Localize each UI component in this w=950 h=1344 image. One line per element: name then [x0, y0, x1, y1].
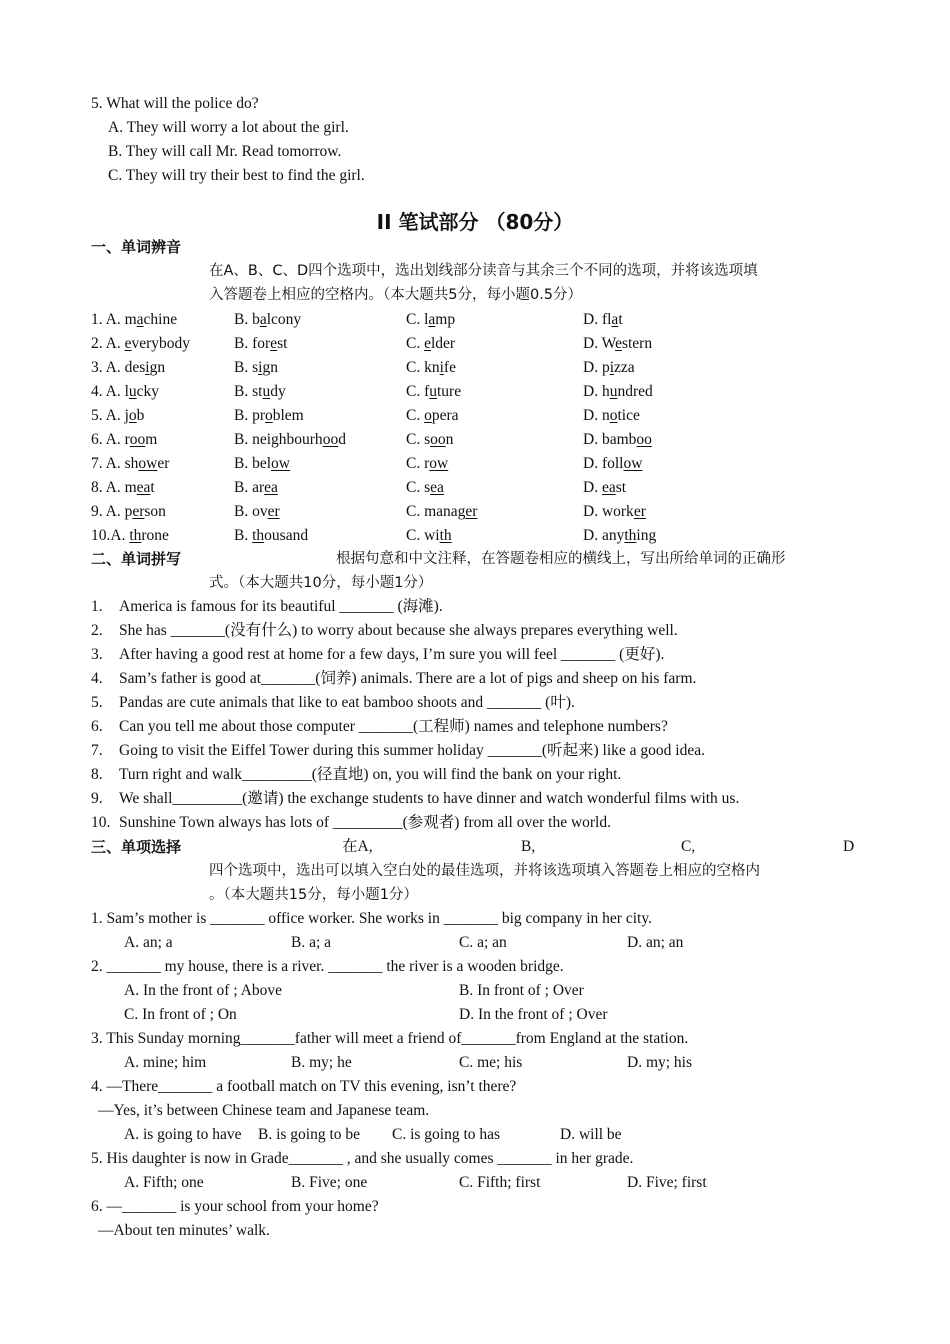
option-c: C. row	[406, 455, 449, 472]
option-c: C. elder	[406, 335, 456, 352]
item-text: Going to visit the Eiffel Tower during this summer holiday _______(听起来) like a good idea.	[119, 742, 705, 759]
underlined-letters: th	[129, 527, 142, 544]
option-d: D. Five; first	[627, 1174, 707, 1191]
option-a: 1. A. machine	[91, 311, 178, 328]
option-d: D. bamboo	[583, 431, 652, 448]
section-heading: 三、单项选择	[91, 838, 182, 856]
option-a: A. They will worry a lot about the girl.	[108, 119, 349, 136]
item-number: 8.	[91, 766, 103, 783]
underlined-letters: th	[439, 527, 452, 544]
underlined-letters: o	[128, 407, 137, 424]
underlined-letters: u	[262, 383, 271, 400]
option-b: B. They will call Mr. Read tomorrow.	[108, 143, 342, 160]
section-instructions: 在A、B、C、D四个选项中，选出划线部分读音与其余三个不同的选项，并将该选项填	[209, 263, 758, 279]
option-c: C. is going to has	[392, 1126, 501, 1143]
option-c: C. In front of ; On	[124, 1006, 237, 1023]
option-c: C. They will try their best to find the girl.	[108, 167, 365, 184]
part-title: II 笔试部分 （80分）	[376, 210, 574, 234]
underlined-letters: i	[258, 359, 263, 376]
option-b: B. neighbourhood	[234, 431, 346, 448]
question-text-cont: —Yes, it’s between Chinese team and Japanese team.	[98, 1102, 430, 1119]
underlined-letters: a	[136, 311, 144, 328]
item-number: 7.	[91, 742, 103, 759]
item-number: 2.	[91, 622, 103, 639]
option-b: B. over	[234, 503, 280, 520]
option-d: D. pizza	[583, 359, 635, 376]
option-b: B. balcony	[234, 311, 302, 328]
section-instructions-cont: 。（本大题共15分，每小题1分）	[209, 887, 418, 903]
underlined-letters: ea	[430, 479, 444, 496]
underlined-letters: e	[615, 335, 622, 352]
option-a: 6. A. room	[91, 431, 158, 448]
option-a: A. is going to have	[124, 1126, 242, 1143]
item-text: We shall_________(邀请) the exchange students to have dinner and watch wonderful films with us.	[119, 790, 740, 807]
question-text: 3. This Sunday morning_______father will meet a friend of_______from England at the station.	[91, 1030, 689, 1047]
option-a: 5. A. job	[91, 407, 145, 424]
option-d: D. will be	[560, 1126, 622, 1143]
section-instructions: 四个选项中，选出可以填入空白处的最佳选项，并将该选项填入答题卷上相应的空格内	[209, 863, 760, 879]
option-a: 4. A. lucky	[91, 383, 160, 400]
option-d: D. worker	[583, 503, 646, 520]
item-number: 5.	[91, 694, 103, 711]
option-b: B. study	[234, 383, 286, 400]
instruction-option-a: 在A,	[342, 838, 373, 855]
underlined-letters: oo	[129, 431, 146, 448]
item-text: Turn right and walk_________(径直地) on, you will find the bank on your right.	[119, 766, 622, 783]
option-d: D. anything	[583, 527, 657, 544]
underlined-letters: ow	[623, 455, 643, 472]
underlined-letters: th	[252, 527, 265, 544]
underlined-letters: th	[624, 527, 637, 544]
question-text: 2. _______ my house, there is a river. _______ the river is a wooden bridge.	[91, 958, 564, 975]
question-text: 4. —There_______ a football match on TV this evening, isn’t there?	[91, 1078, 517, 1095]
option-c: C. sea	[406, 479, 444, 496]
option-a: A. an; a	[124, 934, 173, 951]
option-d: D. hundred	[583, 383, 653, 400]
option-c: C. soon	[406, 431, 454, 448]
item-number: 4.	[91, 670, 103, 687]
option-a: 3. A. design	[91, 359, 166, 376]
item-text: After having a good rest at home for a few days, I’m sure you will feel _______ (更好).	[119, 646, 665, 663]
option-b: B. sign	[234, 359, 278, 376]
item-text: She has _______(没有什么) to worry about because she always prepares everything well.	[119, 622, 678, 639]
question-text-cont: —About ten minutes’ walk.	[98, 1222, 270, 1239]
underlined-letters: er	[633, 503, 646, 520]
underlined-letters: ea	[601, 479, 616, 496]
option-a: 2. A. everybody	[91, 335, 191, 352]
underlined-letters: o	[609, 407, 618, 424]
item-text: Pandas are cute animals that like to eat bamboo shoots and _______ (叶).	[119, 694, 575, 711]
item-number: 3.	[91, 646, 103, 663]
question-text: 5. What will the police do?	[91, 95, 259, 112]
option-c: C. with	[406, 527, 452, 544]
option-a: 7. A. shower	[91, 455, 170, 472]
instruction-option-b: B,	[521, 838, 536, 855]
section-instructions: 根据句意和中文注释，在答题卷相应的横线上，写出所给单词的正确形	[336, 551, 786, 567]
option-a: 10.A. throne	[91, 527, 169, 544]
item-text: Sam’s father is good at_______(饲养) animals. There are a lot of pigs and sheep on his farm.	[119, 670, 697, 687]
option-a: A. Fifth; one	[124, 1174, 204, 1191]
option-b: B. below	[234, 455, 290, 472]
option-a: A. mine; him	[124, 1054, 207, 1071]
item-text: Can you tell me about those computer _______(工程师) names and telephone numbers?	[119, 718, 668, 735]
underlined-letters: oo	[430, 431, 446, 448]
underlined-letters: oo	[636, 431, 652, 448]
underlined-letters: a	[611, 311, 619, 328]
underlined-letters: ea	[136, 479, 151, 496]
question-text: 6. —_______ is your school from your home?	[91, 1198, 379, 1215]
option-d: D. east	[583, 479, 627, 496]
option-d: D. flat	[583, 311, 623, 328]
section-heading: 二、单词拼写	[91, 550, 182, 568]
item-number: 6.	[91, 718, 103, 735]
option-c: C. a; an	[459, 934, 507, 951]
option-d: D. my; his	[627, 1054, 693, 1071]
option-c: C. manager	[406, 503, 478, 520]
option-c: C. future	[406, 383, 462, 400]
option-b: B. forest	[234, 335, 288, 352]
option-d: D. Western	[583, 335, 653, 352]
underlined-letters: ow	[429, 455, 449, 472]
item-number: 10.	[91, 814, 111, 831]
underlined-letters: er	[132, 503, 145, 520]
underlined-letters: er	[267, 503, 280, 520]
underlined-letters: e	[424, 335, 431, 352]
option-c: C. knife	[406, 359, 456, 376]
option-a: A. In the front of ; Above	[124, 982, 282, 999]
instruction-option-c: C,	[681, 838, 696, 855]
underlined-letters: e	[124, 335, 132, 352]
item-number: 1.	[91, 598, 103, 615]
option-d: D. follow	[583, 455, 643, 472]
section-instructions-cont: 式。（本大题共10分，每小题1分）	[209, 575, 433, 591]
underlined-letters: ow	[138, 455, 158, 472]
section-heading: 一、单词辨音	[91, 238, 182, 256]
underlined-letters: ow	[271, 455, 290, 472]
item-number: 9.	[91, 790, 103, 807]
instruction-option-d: D	[843, 838, 855, 855]
option-b: B. area	[234, 479, 278, 496]
option-c: C. me; his	[459, 1054, 523, 1071]
underlined-letters: oo	[322, 431, 339, 448]
option-d: D. notice	[583, 407, 640, 424]
question-text: 1. Sam’s mother is _______ office worker. She works in _______ big company in her city.	[91, 910, 652, 927]
item-text: Sunshine Town always has lots of _________(参观者) from all over the world.	[119, 814, 611, 831]
option-b: B. problem	[234, 407, 304, 424]
option-c: C. Fifth; first	[459, 1174, 541, 1191]
option-b: B. thousand	[234, 527, 309, 544]
option-c: C. opera	[406, 407, 459, 424]
underlined-letters: a	[259, 311, 267, 328]
option-b: B. my; he	[291, 1054, 352, 1071]
underlined-letters: u	[128, 383, 137, 400]
underlined-letters: er	[465, 503, 478, 520]
underlined-letters: i	[609, 359, 615, 376]
item-text: America is famous for its beautiful _______ (海滩).	[119, 598, 443, 615]
underlined-letters: u	[609, 383, 618, 400]
underlined-letters: i	[439, 359, 444, 376]
underlined-letters: u	[429, 383, 437, 400]
option-b: B. In front of ; Over	[459, 982, 584, 999]
section-instructions-cont: 入答题卷上相应的空格内。（本大题共5分，每小题0.5分）	[209, 287, 583, 303]
underlined-letters: e	[270, 335, 278, 352]
question-text: 5. His daughter is now in Grade_______ , and she usually comes _______ in her grade.	[91, 1150, 634, 1167]
underlined-letters: o	[265, 407, 273, 424]
option-c: C. lamp	[406, 311, 456, 328]
option-d: D. an; an	[627, 934, 684, 951]
option-b: B. is going to be	[258, 1126, 361, 1143]
underlined-letters: i	[145, 359, 150, 376]
option-b: B. a; a	[291, 934, 332, 951]
option-a: 9. A. person	[91, 503, 166, 520]
option-d: D. In the front of ; Over	[459, 1006, 608, 1023]
underlined-letters: a	[428, 311, 436, 328]
underlined-letters: ea	[264, 479, 278, 496]
option-a: 8. A. meat	[91, 479, 155, 496]
option-b: B. Five; one	[291, 1174, 368, 1191]
underlined-letters: o	[424, 407, 432, 424]
